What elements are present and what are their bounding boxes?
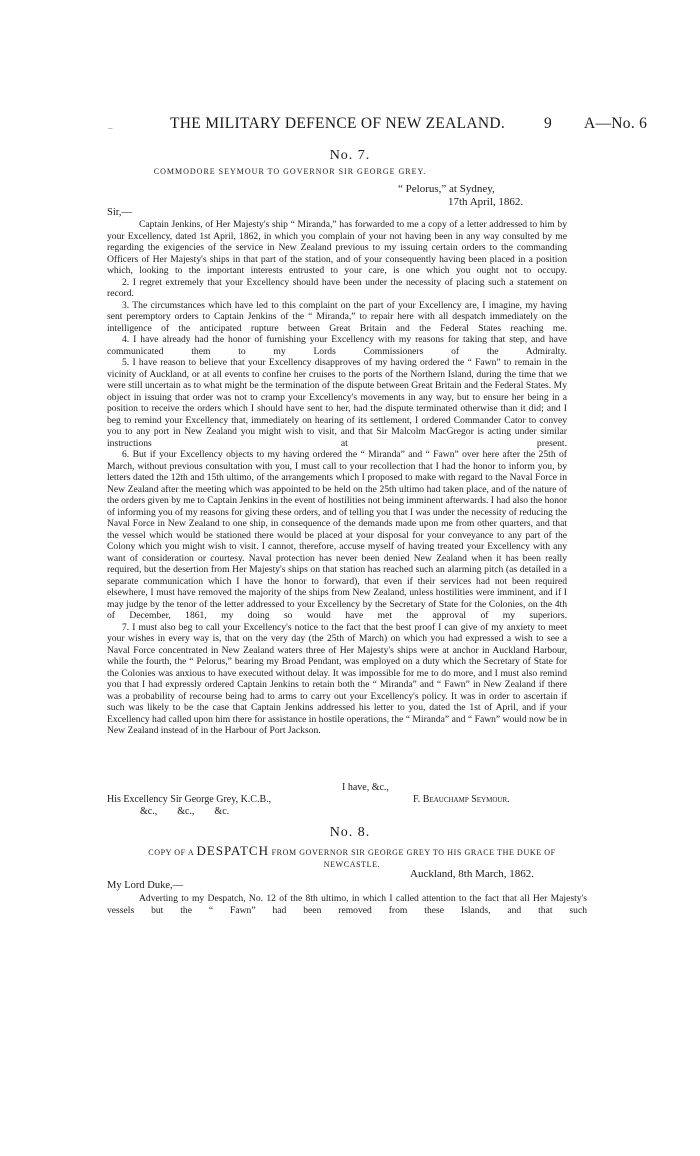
letter1-date: 17th April, 1862. xyxy=(448,196,524,208)
letter1-closing: I have, &c., xyxy=(342,782,389,793)
letter2-heading-line2: NEWCASTLE. xyxy=(323,860,381,869)
letter1-salutation: Sir,— xyxy=(107,207,132,218)
letter1-paragraph-7: 7. I must also beg to call your Excellency's notice to the fact that the best proof I can give of my anxiety to meet your wishes in every way is, that on the very day (the 25th of March) on which you had expressed a wish to see a Naval Force concentrated in New Zealand waters three of Her Majesty's ships were at anchor in Auckland Harbour, while the fourth, the “ Pelorus,” bearing my Broad Pendant, was employed on a duty which the Secretary of State for the Colonies was anxious to have executed without delay. It was impossible for me to do more, and I must also remind you that I had expressly ordered Captain Jenkins to retain both the “ Miranda” and “ Fawn” in New Zealand if there was a probability of recourse being had to arms to carry out your Excellency's policy. It was in order to ascertain if such was likely to be the case that Captain Jenkins addressed his letter to you, dated the 1st of April, and if your Excellency had called upon him there for assistance in hostile operations, the “ Miranda” and “ Fawn” would now be in New Zealand instead of in the Harbour of Port Jackson. xyxy=(107,621,567,736)
margin-mark: – xyxy=(108,123,113,133)
letter1-addressee: His Excellency Sir George Grey, K.C.B., xyxy=(107,794,272,805)
letter1-paragraph-3: 3. The circumstances which have led to this complaint on the part of your Excellency are, I imagine, my having sent peremptory orders to Captain Jenkins of the “ Miranda,” to repair here with all despatch immediately on the intelligence of the anticipated rupture between Great Britain and the Federal States reaching me. xyxy=(107,299,567,334)
letter1-addressee-etc: &c., &c., &c. xyxy=(140,806,230,817)
letter1-paragraph-5: 5. I have reason to believe that your Excellency disapproves of my having ordered the “ Fawn” to remain in the vicinity of Auckland, or at all events to confine her cruises to the ports of the Northern Island, during the time that we were still uncertain as to what might be the termination of the dispute between Great Britain and the Federal States. My object in issuing that order was not to cramp your Excellency's movements in any way, but to ensure her being in a position to receive the orders which I should have sent to her, had the dispute terminated otherwise than it did; and I beg to remind your Excellency that, immediately on hearing of its settlement, I ordered Commander Cator to convey you to any port in New Zealand you might wish to visit, and that Sir Malcolm MacGregor is acting under similar instructions at present. xyxy=(107,357,567,449)
letter2-paragraph-1: Adverting to my Despatch, No. 12 of the 8th ultimo, in which I called attention to the fact that all Her Majesty's vessels but the “ Fawn” had been removed from these Islands, and that such xyxy=(107,893,587,916)
letter1-heading: COMMODORE SEYMOUR TO GOVERNOR SIR GEORGE GREY. xyxy=(153,167,427,176)
series-number: A—No. 6 xyxy=(584,115,648,132)
letter2-heading-pre: COPY OF A xyxy=(148,848,197,857)
letter2-heading-post: FROM GOVERNOR SIR GEORGE GREY TO HIS GRACE THE DUKE OF xyxy=(268,848,556,857)
letter1-paragraph-4: 4. I have already had the honor of furnishing your Excellency with my reasons for taking that step, and have communicated them to my Lords Commissioners of the Admiralty. xyxy=(107,334,567,357)
letter2-salutation: My Lord Duke,— xyxy=(107,880,184,891)
letter1-paragraph-6: 6. But if your Excellency objects to my having ordered the “ Miranda” and “ Fawn” over here after the 25th of March, without previous consultation with you, I must call to your recollection that I had the honor to inform you, by letters dated the 12th and 15th ultimo, of the arrangements which I proposed to make with regard to the Naval Force in New Zealand after the meeting which was appointed to be held on the 25th ultimo had taken place, and of the nature of the orders given by me to Captain Jenkins in the event of hostilities not being imminent afterwards. I had also the honor of informing you of my reasons for giving these orders, and of telling you that I was under the necessity of reducing the Naval Force in New Zealand to one ship, in consequence of the demands made upon me from other quarters, and that the vessel which would be stationed there would be placed at your disposal for your conveyance to any part of the Colony which you might wish to visit. I cannot, therefore, accuse myself of having treated your Excellency with any want of consideration or courtesy. Naval protection has never been denied New Zealand when it has been really required, but the desertion from Her Majesty's ships on that station has reached such an alarming pitch (as detailed in a separate communication which I have the honor to forward), that even if their services had not been required elsewhere, I must have removed the majority of the ships from New Zealand, unless hostilities were imminent, and if I may judge by the tenor of the letter addressed to your Excellency by the Secretary of State for the Colonies, on the 4th of December, 1861, my doing so would have met the approval of my superiors. xyxy=(107,449,567,621)
page-number: 9 xyxy=(544,115,553,132)
letter2-number: No. 8. xyxy=(329,825,371,840)
letter1-signature: F. Beauchamp Seymour. xyxy=(413,794,510,805)
letter1-body xyxy=(107,219,567,737)
letter1-number: No. 7. xyxy=(329,148,371,163)
letter2-heading-big: DESPATCH xyxy=(196,843,269,858)
letter2-place-date: Auckland, 8th March, 1862. xyxy=(410,868,535,880)
letter1-place: “ Pelorus,” at Sydney, xyxy=(398,183,495,195)
letter1-paragraph-1: Captain Jenkins, of Her Majesty's ship “ Miranda,” has forwarded to me a copy of a letter addressed to him by your Excellency, dated 1st April, 1862, in which you complain of your not having been in any way consulted by me regarding the exigencies of the service in New Zealand previous to my issuing certain orders to the commanding Officers of Her Majesty's ships in that part of the station, and of your consequently having been placed in a position which, looking to the important interests entrusted to your care, is one which you ought not to occupy. xyxy=(107,219,567,276)
running-head xyxy=(170,115,680,135)
letter1-paragraph-2: 2. I regret extremely that your Excellency should have been under the necessity of placing such a statement on record. xyxy=(107,276,567,299)
page-title: THE MILITARY DEFENCE OF NEW ZEALAND. xyxy=(170,115,506,132)
letter2-body xyxy=(107,893,587,916)
